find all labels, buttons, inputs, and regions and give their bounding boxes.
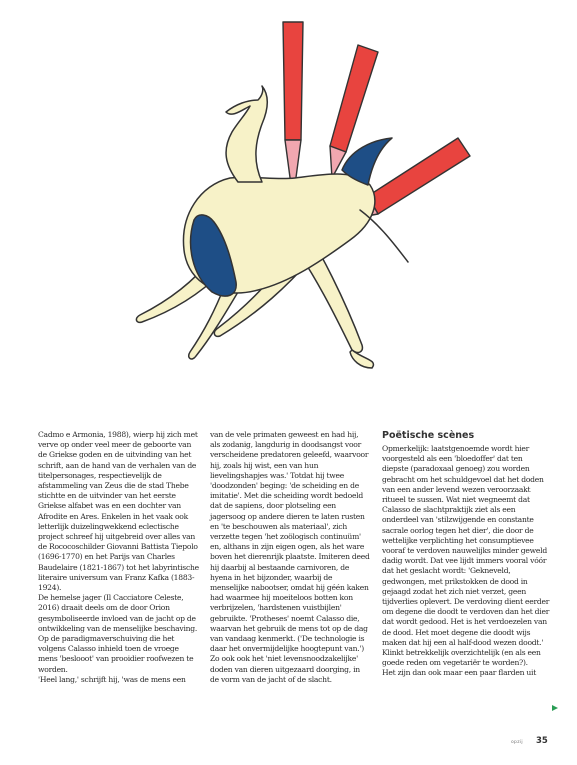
article-paragraph: De hemelse jager (Il Cacciatore Celeste, 2016) draait deels om de door Orion gesymboliseerde invloed van de jacht op de ontwikkeling van de menselijke beschaving. Op de paradigmaverschuiving die het volgens Calasso inhield toen de vroege mens 'beslooot' van prooidier roofwezen te worden. bbox=[38, 593, 198, 674]
article-paragraph: Het zijn dan ook maar een paar flarden uit bbox=[382, 668, 537, 678]
article-paragraph: van de vele primaten geweest en had hij, als zodanig, langdurig in doodsangst voor verscheidene predatoren geleefd, waarvoor hij, zoals hij wist, een van hun lievelingshapjes was.' Totdat hij twee 'doodzonden' beging: 'de scheiding en de imitatie'. Met die scheiding wordt bedoeld dat de sapiens, door plotseling een jagersoog op andere dieren te laten rusten en 'te beschouwen als materiaal', zich verzette tegen 'het zoölogisch continuüm' en, althans in zijn eigen ogen, als het ware boven het dierenrijk plaatste. Imiteren deed hij daarbij al bestaande carnivoren, de hyena in het bijzonder, waarbij de menselijke nabootser, omdat hij géén kaken had waarmee hij moeiteloos botten kon verbrijzelen, 'hardstenen vuistbijlen' gebruikte. 'Protheses' noemt Calasso die, waarvan het gebruik de mens tot op de dag van vandaag kenmerkt. ('De technologie is daar het onvermijdelijke hoogtepunt van.') Zo ook ook het 'niet levensnoodzakelijke' doden van dieren uitgezaard doorging, in de vorm van de jacht of de slacht. bbox=[210, 430, 370, 684]
article-paragraph: Cadmo e Armonia, 1988), wierp hij zich met verve op onder veel meer de geboorte van de Griekse goden en de uitvinding van het schrift, aan de hand van de verhalen van de titelpersonages, respectievelijk de afstammeling van Zeus die de stad Thebe stichtte en de uitvinder van het eerste Griekse alfabet was en een dochter van Afrodite en Ares. Enkelen in het vaak ook letterlijk duizelingwekkend eclectische project schreef hij uitgebreid over alles van de Rococoschilder Giovanni Battista Tiepolo (1696-1770) en het Parijs van Charles Baudelaire (1821-1867) tot het labyrintische literaire universum van Franz Kafka (1883-1924). bbox=[38, 430, 199, 593]
article-paragraph: Opmerkelijk: laatstgenoemde wordt hier voorgesteld als een 'bloedoffer' dat ten diepste (paradoxaal genoeg) zou worden gebracht om het schuldgevoel dat het doden van een ander levend wezen veroorzaakt ritueel te sussen. Wat niet wegneemt dat Calasso de slachtpraktijk ziet als een onderdeel van 'stilzwijgende en constante sacrale oorlog tegen het dier', die door de wettelijke verplichting het consumptievee vooraf te verdoven nauwelijks minder geweld dadig wordt. Dat vee lijdt immers vooral vóór dat het geslacht wordt: 'Gekneveld, gedwongen, met prikstokken de dood in gejaagd zodat het zich niet verzet, geen tijdverlies oplevert. De verdoving dient eerder om degene die doodt te verdoven dan het dier dat wordt gedood. Het is het verdoezelen van de dood. Het moet degene die doodt wijs maken dat hij een al half-dood wezen doodt.' Klinkt betrekkelijk overzichtelijk (en als een goede reden om vegetariër te worden?). bbox=[382, 444, 550, 668]
section-heading: Poëtische scènes bbox=[382, 430, 475, 441]
article-column-3 bbox=[382, 430, 550, 679]
continue-arrow-icon bbox=[552, 705, 558, 711]
magazine-brand: opzij bbox=[511, 740, 523, 745]
page-number: 35 bbox=[536, 736, 548, 746]
article-column-1 bbox=[38, 430, 200, 685]
greyhound bbox=[136, 86, 408, 368]
article-paragraph: 'Heel lang,' schrijft hij, 'was de mens een bbox=[38, 674, 186, 684]
red-prod-left bbox=[283, 22, 303, 200]
article-column-2 bbox=[210, 430, 370, 685]
